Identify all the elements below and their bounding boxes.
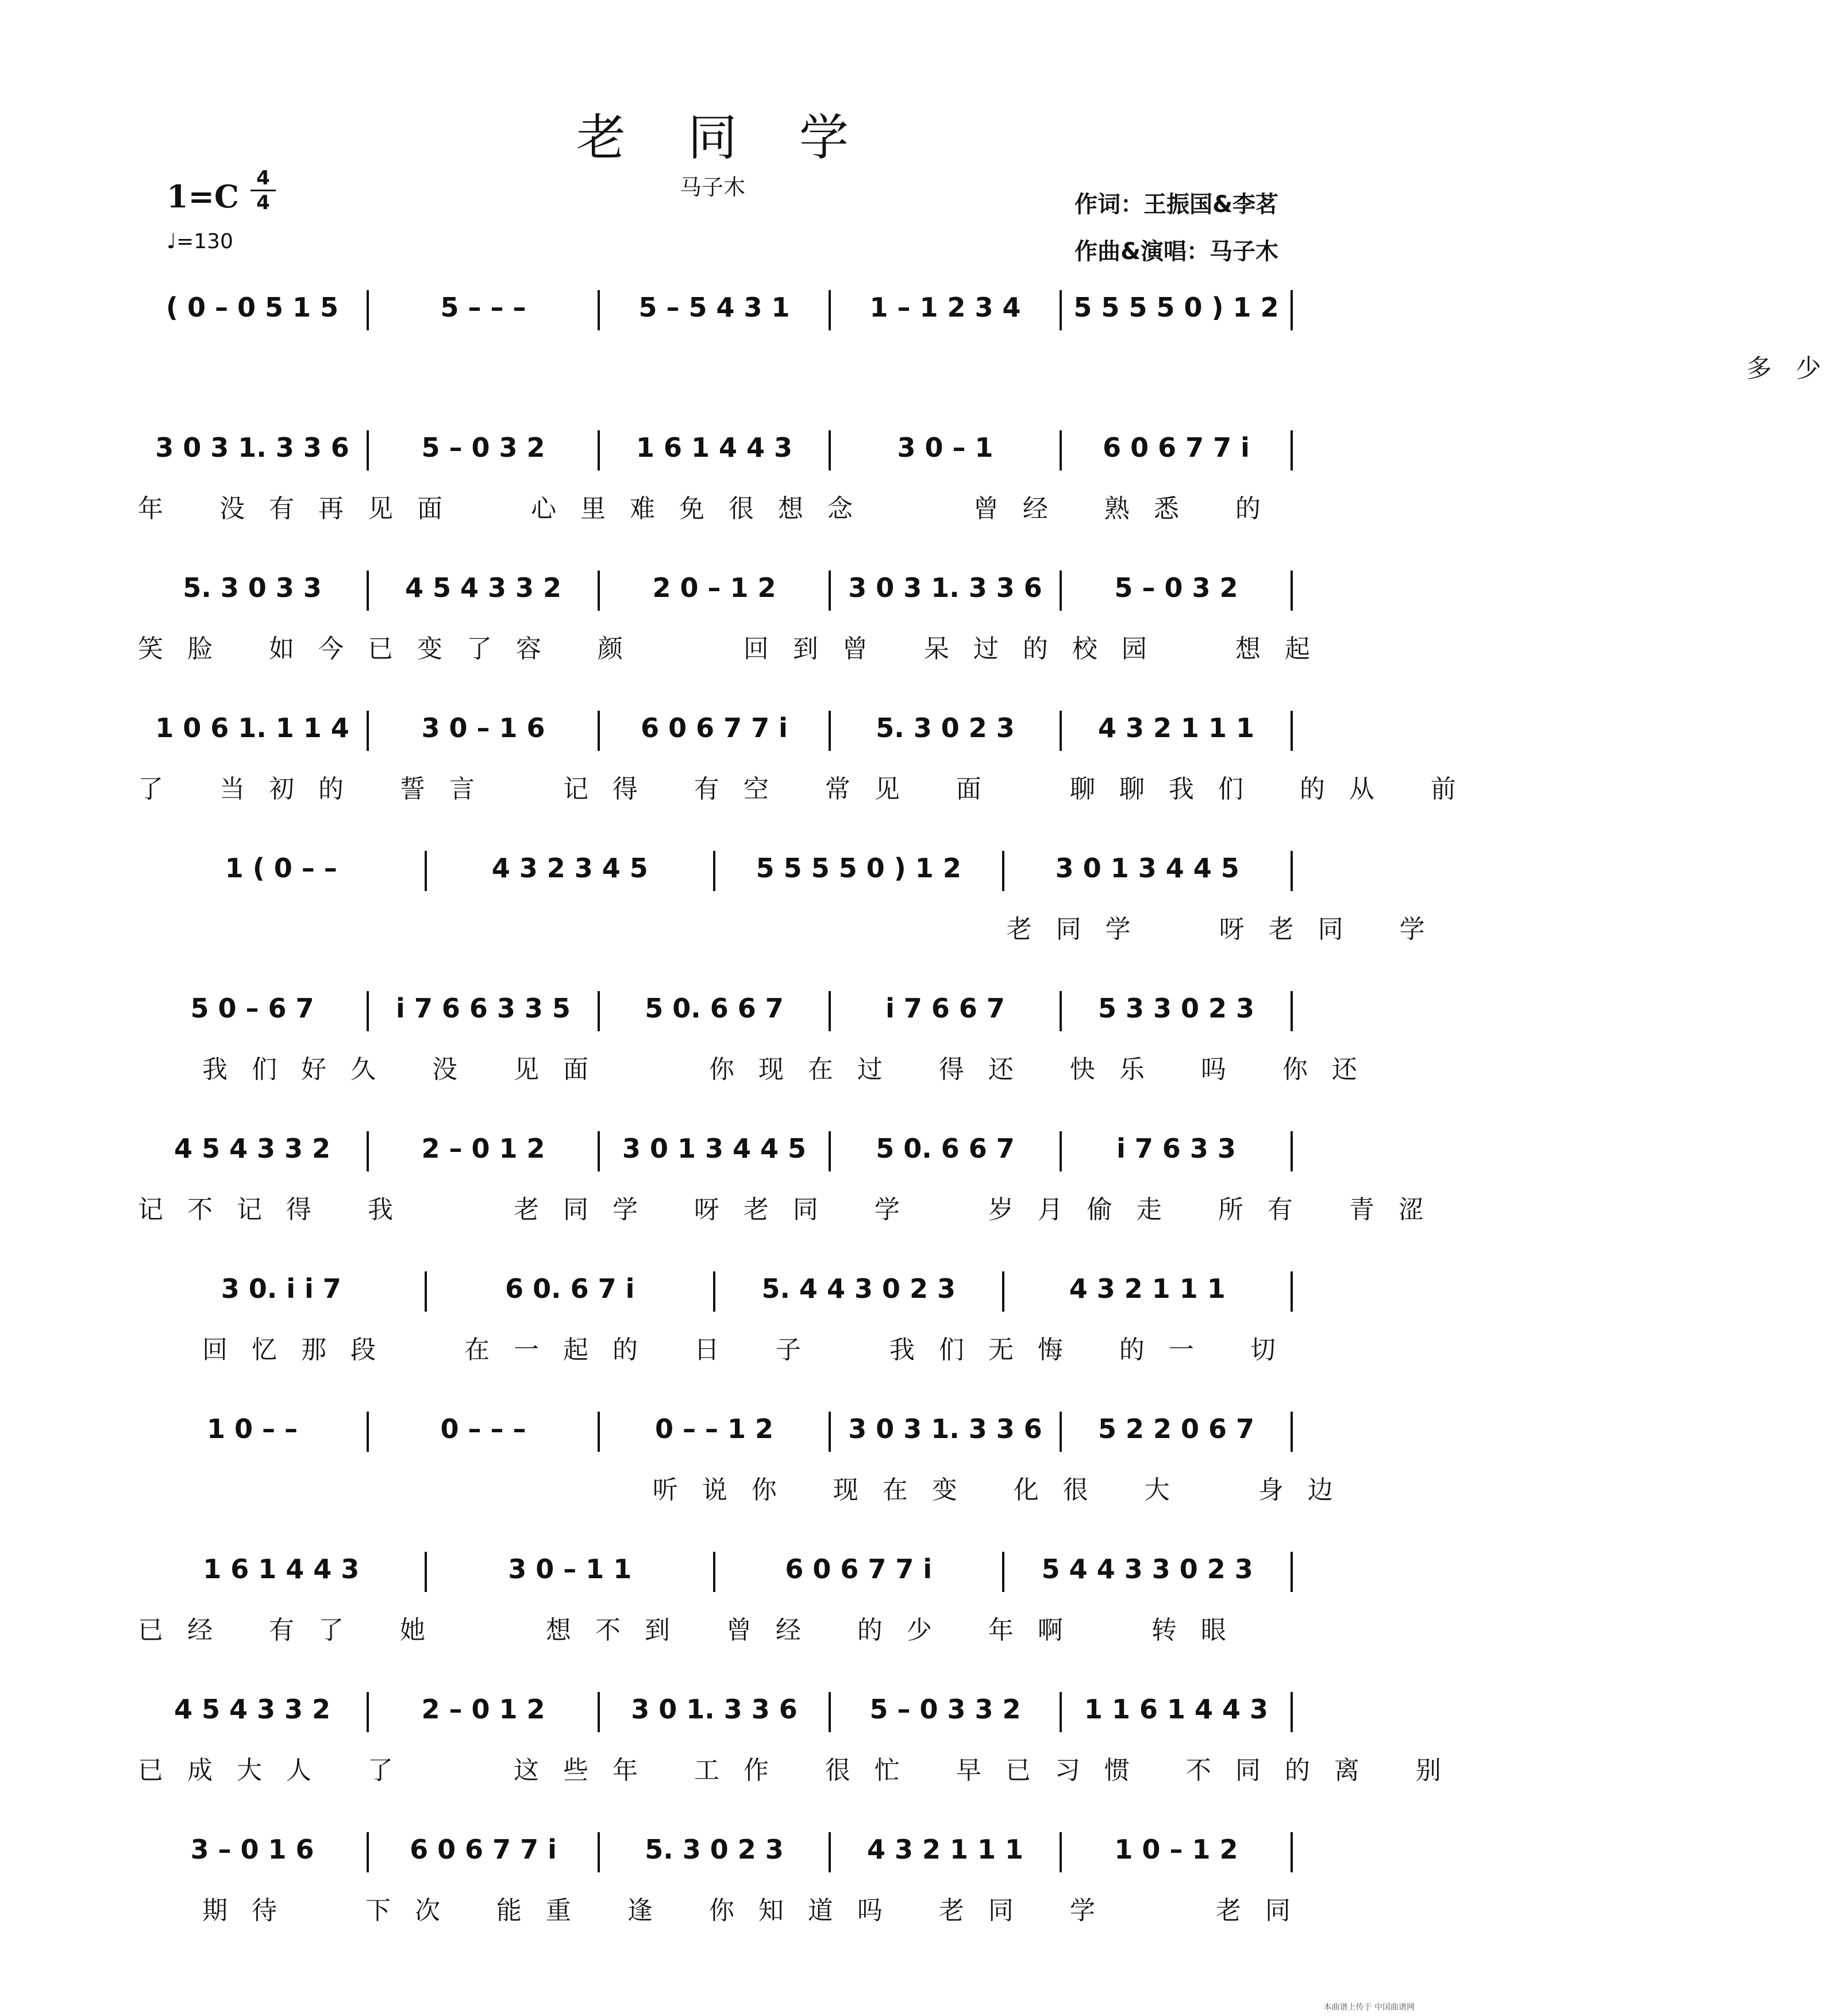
- measure-notes: 1 ( 0 – –: [225, 853, 337, 884]
- measure: [138, 1271, 427, 1312]
- score-system: [138, 290, 1845, 405]
- lyrics-line: 记不记得 我 老同学 呀老同 学 岁月偷走 所有 青涩: [138, 1195, 1448, 1224]
- measure-notes: 4 3 2 1 1 1: [1097, 712, 1255, 743]
- measure-notes: 1 6 1 4 4 3: [635, 432, 793, 463]
- measure: [138, 1832, 369, 1872]
- notes-row: [138, 1271, 1293, 1317]
- measure: [369, 1832, 600, 1872]
- measure-notes: 4 3 2 3 4 5: [491, 853, 648, 884]
- song-title: 老同学: [576, 109, 911, 167]
- measure: [138, 1692, 369, 1732]
- measure: [1062, 991, 1293, 1031]
- score-system: [138, 991, 1381, 1106]
- measure: [600, 1412, 831, 1452]
- measure: [600, 430, 831, 471]
- measure-notes: 1 0 – –: [206, 1413, 298, 1444]
- notes-row: [138, 290, 1293, 336]
- measure-notes: 3 0 – 1: [897, 432, 993, 463]
- measure: [600, 1832, 831, 1872]
- measure-notes: i 7 6 6 3 3 5: [396, 993, 571, 1024]
- measure-notes: i 7 6 3 3: [1116, 1133, 1236, 1164]
- score-system: [138, 711, 1480, 826]
- lyrics-line: 老同学 呀老同 学: [138, 915, 1449, 944]
- measure: [600, 1692, 831, 1732]
- score-system: [138, 1271, 1300, 1386]
- measure-notes: i 7 6 6 7: [885, 993, 1005, 1024]
- measure-notes: 1 6 1 4 4 3: [203, 1554, 360, 1585]
- lyrics-line: 听说你 现在变 化很 大 身边: [138, 1475, 1357, 1505]
- lyrics-line: 我们好久 没 见面 你现在过 得还 快乐 吗 你还: [138, 1055, 1381, 1084]
- measure-notes: 4 5 4 3 3 2: [174, 1694, 331, 1725]
- measure: [600, 711, 831, 751]
- measure-notes: 2 – 0 1 2: [421, 1694, 545, 1725]
- measure-notes: 5 0. 6 6 7: [645, 993, 784, 1024]
- measure: [831, 1412, 1062, 1452]
- measure-notes: 1 1 6 1 4 4 3: [1084, 1694, 1269, 1725]
- measure: [831, 430, 1062, 471]
- notes-row: [138, 851, 1293, 897]
- measure: [831, 1832, 1062, 1872]
- score-system: [138, 1692, 1465, 1807]
- measure: [1062, 1692, 1293, 1732]
- measure-notes: 1 0 6 1. 1 1 4: [155, 712, 349, 743]
- score-system: [138, 1552, 1293, 1667]
- measure: [1062, 1412, 1293, 1452]
- credits: [1074, 181, 1278, 275]
- measure-notes: 5 0 – 6 7: [190, 993, 314, 1024]
- measure-notes: 4 5 4 3 3 2: [405, 572, 562, 603]
- measure-notes: 4 3 2 1 1 1: [1069, 1273, 1226, 1304]
- measure-notes: 3 0 3 1. 3 3 6: [848, 572, 1042, 603]
- measure-notes: 5. 4 4 3 0 2 3: [761, 1273, 956, 1304]
- measure: [427, 1552, 716, 1592]
- measure-notes: 4 5 4 3 3 2: [174, 1133, 331, 1164]
- measure-notes: 6 0 6 7 7 i: [410, 1834, 557, 1865]
- notes-row: [138, 430, 1293, 476]
- measure: [138, 1131, 369, 1171]
- notes-row: [138, 1131, 1293, 1177]
- measure: [831, 991, 1062, 1031]
- lyrics-line: 期待 下次 能重 逢 你知道吗 老同 学 老同: [138, 1896, 1315, 1925]
- measure: [715, 1552, 1004, 1592]
- measure: [369, 1131, 600, 1171]
- measure: [138, 1552, 427, 1592]
- lyrics-line: 笑脸 如今已变了容 颜 回到曾 呆过的校园 想起: [138, 634, 1334, 664]
- meter-bottom: 4: [256, 191, 270, 214]
- measure-notes: 2 0 – 1 2: [652, 572, 776, 603]
- measure: [831, 711, 1062, 751]
- measure-notes: 5 2 2 0 6 7: [1097, 1413, 1255, 1444]
- measure: [1004, 1271, 1293, 1312]
- measure-notes: 3 0 1. 3 3 6: [631, 1694, 798, 1725]
- measure: [1004, 1552, 1293, 1592]
- measure-notes: 5 5 5 5 0 ) 1 2: [1073, 292, 1279, 323]
- measure: [831, 1131, 1062, 1171]
- key-signature: 1=C: [167, 178, 239, 215]
- measure: [600, 290, 831, 330]
- measure-notes: 5 0. 6 6 7: [876, 1133, 1015, 1164]
- measure-notes: 5 4 4 3 3 0 2 3: [1041, 1554, 1253, 1585]
- notes-row: [138, 711, 1293, 757]
- score-system: [138, 851, 1449, 966]
- score-system: [138, 1832, 1315, 1947]
- lyrics-line: 了 当初的 誓言 记得 有空 常见 面 聊聊我们 的从 前: [138, 774, 1480, 804]
- lyrics-line: 已经 有了 她 想不到 曾经 的少 年啊 转眼: [138, 1616, 1250, 1645]
- score-system: [138, 430, 1293, 545]
- measure: [600, 991, 831, 1031]
- notes-row: [138, 1692, 1293, 1738]
- measure: [1062, 430, 1293, 471]
- measure: [427, 851, 716, 891]
- measure-notes: 6 0 6 7 7 i: [1103, 432, 1250, 463]
- measure-notes: 2 – 0 1 2: [421, 1133, 545, 1164]
- notes-row: [138, 991, 1293, 1037]
- notes-row: [138, 1832, 1293, 1878]
- measure-notes: 5 – 5 4 3 1: [638, 292, 790, 323]
- measure-notes: 5. 3 0 2 3: [876, 712, 1015, 743]
- measure-notes: 3 0 3 1. 3 3 6: [155, 432, 349, 463]
- measure-notes: 3 0 3 1. 3 3 6: [848, 1413, 1042, 1444]
- measure: [831, 1692, 1062, 1732]
- author-name: 马子木: [679, 175, 745, 200]
- measure-notes: 4 3 2 1 1 1: [866, 1834, 1024, 1865]
- measure-notes: 3 0 1 3 4 4 5: [1055, 853, 1239, 884]
- measure-notes: 3 0. i i 7: [221, 1273, 341, 1304]
- watermark: 本曲谱上传于 中国曲谱网: [1323, 2003, 1415, 2012]
- measure-notes: 5 – 0 3 2: [421, 432, 545, 463]
- measure: [715, 1271, 1004, 1312]
- notes-row: [138, 1412, 1293, 1458]
- measure-notes: 6 0 6 7 7 i: [641, 712, 788, 743]
- measure: [138, 430, 369, 471]
- measure: [138, 1412, 369, 1452]
- measure-notes: 6 0. 6 7 i: [505, 1273, 635, 1304]
- measure: [1004, 851, 1293, 891]
- measure: [1062, 1131, 1293, 1171]
- measure-notes: 1 0 – 1 2: [1114, 1834, 1238, 1865]
- measure-notes: 5 3 3 0 2 3: [1097, 993, 1255, 1024]
- measure: [831, 290, 1062, 330]
- measure-notes: ( 0 – 0 5 1 5: [165, 292, 339, 323]
- measure: [138, 571, 369, 611]
- measure: [600, 571, 831, 611]
- measure: [369, 430, 600, 471]
- measure-notes: 3 0 – 1 6: [421, 712, 545, 743]
- notes-row: [138, 1552, 1293, 1598]
- measure-notes: 3 0 – 1 1: [508, 1554, 632, 1585]
- lyrics-line: 已成大人 了 这些年 工作 很忙 早已习惯 不同的离 别: [138, 1756, 1465, 1785]
- measure-notes: 3 0 1 3 4 4 5: [622, 1133, 807, 1164]
- measure-notes: 5. 3 0 3 3: [183, 572, 322, 603]
- lyrics-line: 多少: [138, 354, 1845, 383]
- measure: [369, 571, 600, 611]
- notes-row: [138, 571, 1293, 616]
- measure-notes: 5 – 0 3 3 2: [869, 1694, 1021, 1725]
- measure: [369, 1412, 600, 1452]
- meter-top: 4: [256, 167, 270, 190]
- lyrics-line: 回忆那段 在一起的 日 子 我们无悔 的一 切: [138, 1335, 1300, 1364]
- measure: [1062, 1832, 1293, 1872]
- measure-notes: 5 – 0 3 2: [1114, 572, 1238, 603]
- score-system: [138, 1131, 1448, 1246]
- measure: [138, 711, 369, 751]
- measure: [831, 571, 1062, 611]
- measure-notes: 0 – – –: [440, 1413, 526, 1444]
- measure: [600, 1131, 831, 1171]
- measure-notes: 1 – 1 2 3 4: [869, 292, 1021, 323]
- score-system: [138, 1412, 1357, 1527]
- measure: [138, 851, 427, 891]
- measure: [1062, 711, 1293, 751]
- measure: [138, 991, 369, 1031]
- measure: [369, 991, 600, 1031]
- measure: [138, 290, 369, 330]
- score-system: [138, 571, 1334, 685]
- measure: [369, 290, 600, 330]
- measure: [369, 1692, 600, 1732]
- time-signature: [251, 167, 276, 214]
- measure-notes: 6 0 6 7 7 i: [785, 1554, 933, 1585]
- measure: [427, 1271, 716, 1312]
- measure: [1062, 571, 1293, 611]
- measure: [715, 851, 1004, 891]
- measure: [369, 711, 600, 751]
- measure-notes: 3 – 0 1 6: [190, 1834, 314, 1865]
- lyricist-credit: 作词：王振国&李茗: [1074, 191, 1278, 218]
- composer-credit: 作曲&演唱：马子木: [1074, 238, 1278, 265]
- measure-notes: 5 – – –: [440, 292, 526, 323]
- measure-notes: 5 5 5 5 0 ) 1 2: [756, 853, 961, 884]
- measure-notes: 5. 3 0 2 3: [645, 1834, 784, 1865]
- lyrics-line: 年 没有再见面 心里难免很想念 曾经 熟悉 的: [138, 494, 1285, 523]
- measure: [1062, 290, 1293, 330]
- measure-notes: 0 – – 1 2: [654, 1413, 774, 1444]
- tempo-mark: ♩=130: [167, 230, 233, 253]
